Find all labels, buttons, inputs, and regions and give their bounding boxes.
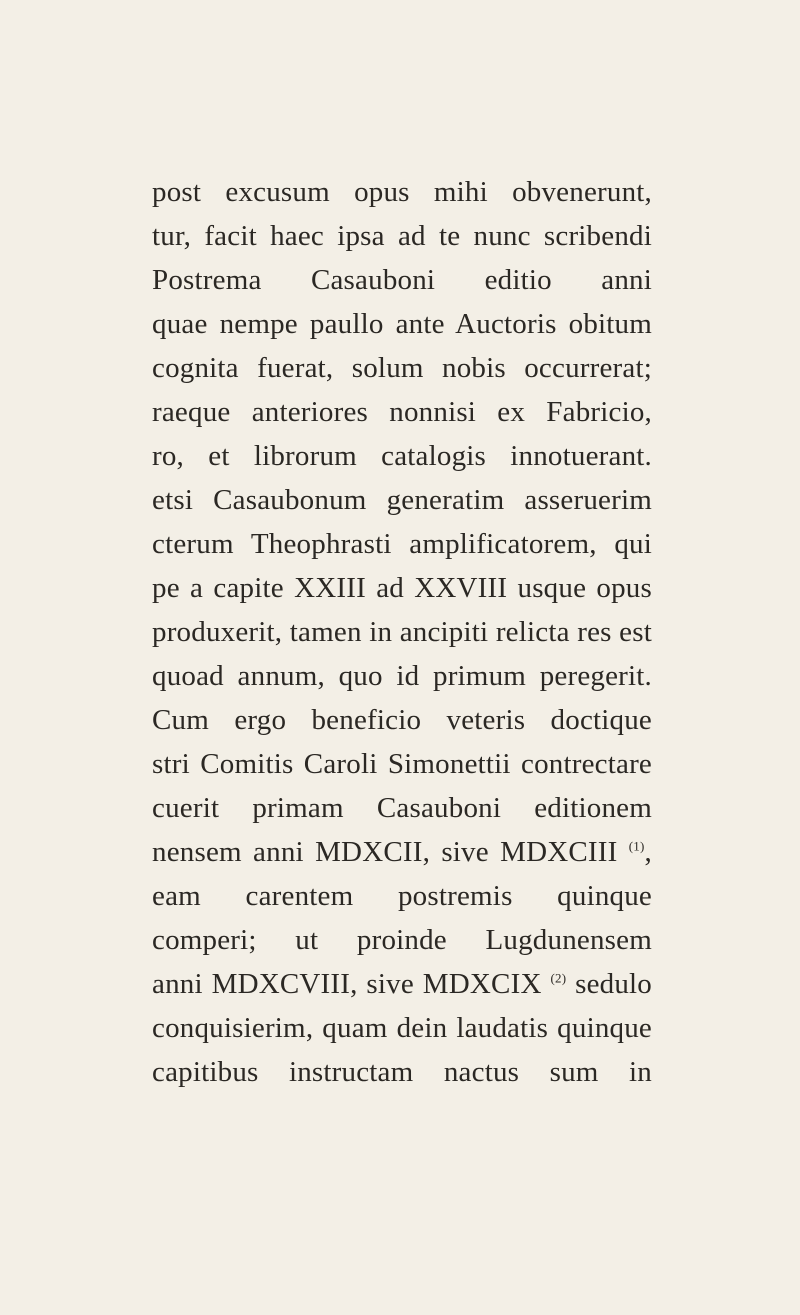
text-line: produxerit, tamen in ancipiti relicta res est xyxy=(152,616,652,648)
line-text: anni MDXCVIII, sive MDXCIX xyxy=(152,968,542,1000)
text-line: cuerit primam Casauboni editionem xyxy=(152,792,652,824)
text-line: tur, facit haec ipsa ad te nunc scribendi xyxy=(152,220,652,252)
text-line: capitibus instructam nactus sum in xyxy=(152,1056,652,1088)
footnote-ref-2[interactable]: (2) xyxy=(550,970,567,986)
text-line: post excusum opus mihi obvenerunt, xyxy=(152,176,652,208)
line-punct: , xyxy=(644,836,652,868)
text-line: quae nempe paullo ante Auctoris obitum xyxy=(152,308,652,340)
text-line: conquisierim, quam dein laudatis quinque xyxy=(152,1012,652,1044)
text-line: stri Comitis Caroli Simonettii contrectare xyxy=(152,748,652,780)
line-text: nensem anni MDXCII, sive MDXCIII xyxy=(152,836,618,868)
body-text xyxy=(152,170,652,1094)
footnote-ref-1[interactable]: (1) xyxy=(628,838,645,854)
text-line: ro, et librorum catalogis innotuerant. xyxy=(152,440,652,472)
line-text: sedulo xyxy=(575,968,652,1000)
text-line: etsi Casaubonum generatim asseruerim xyxy=(152,484,652,516)
text-line: Cum ergo beneficio veteris doctique xyxy=(152,704,652,736)
text-line-with-footnote-2 xyxy=(152,962,652,1006)
text-line-with-footnote-1 xyxy=(152,830,652,874)
text-line: eam carentem postremis quinque xyxy=(152,880,652,912)
text-line: Postrema Casauboni editio anni xyxy=(152,264,652,296)
text-line: comperi; ut proinde Lugdunensem xyxy=(152,924,652,956)
text-line: cterum Theophrasti amplificatorem, qui xyxy=(152,528,652,560)
text-line: raeque anteriores nonnisi ex Fabricio, xyxy=(152,396,652,428)
text-line: quoad annum, quo id primum peregerit. xyxy=(152,660,652,692)
text-line: pe a capite XXIII ad XXVIII usque opus xyxy=(152,572,652,604)
text-line: cognita fuerat, solum nobis occurrerat; xyxy=(152,352,652,384)
